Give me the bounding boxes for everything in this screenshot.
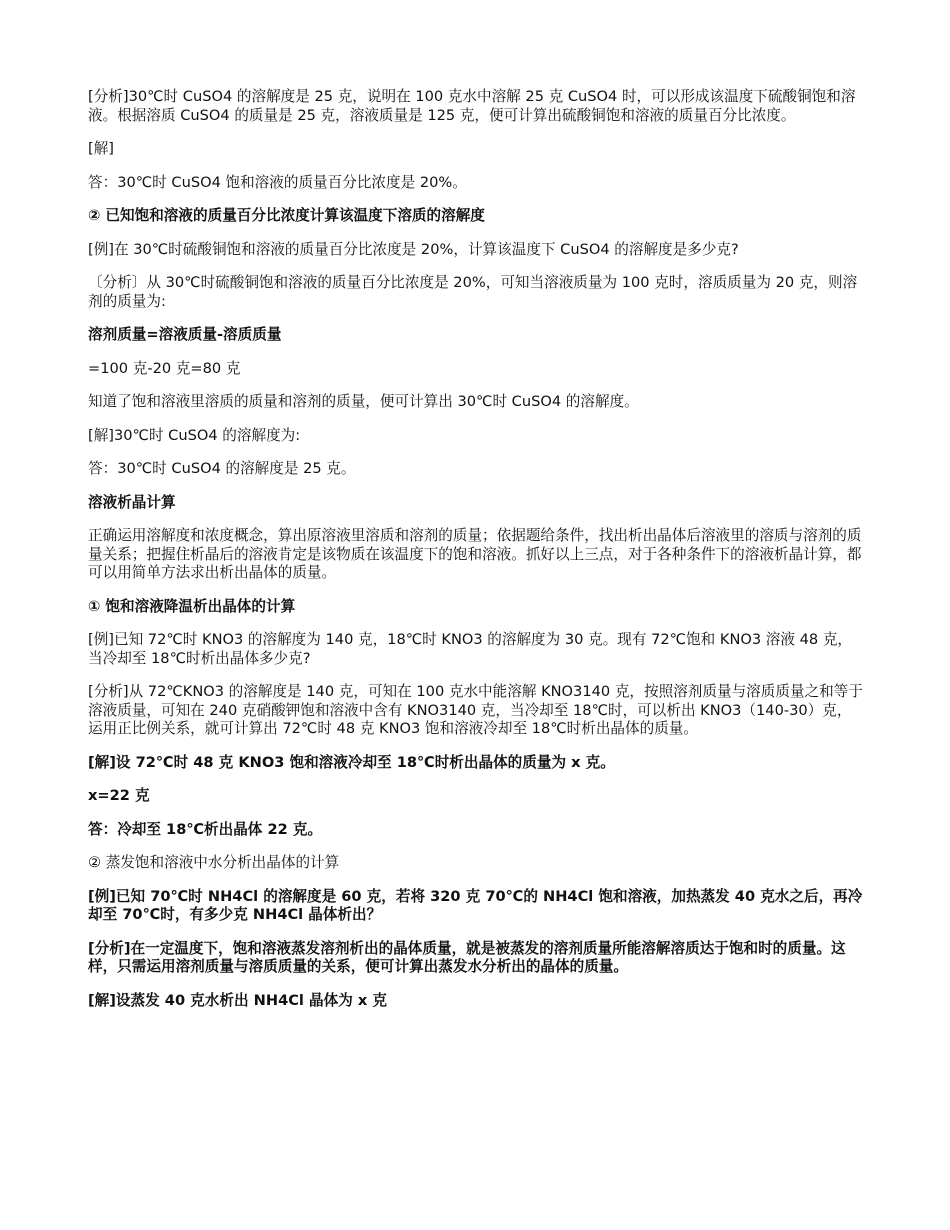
solution-nh4cl: [解]设蒸发 40 克水析出 NH4Cl 晶体为 x 克	[88, 991, 387, 1009]
section-heading-evaporation-crystallization: ② 蒸发饱和溶液中水分析出晶体的计算	[88, 854, 340, 871]
answer-cuso4-solubility: 答：30℃时 CuSO4 的溶解度是 25 克。	[88, 460, 356, 477]
example-nh4cl-evaporation: [例]已知 70℃时 NH4Cl 的溶解度是 60 克，若将 320 克 70℃的 NH4Cl 饱和溶液，加热蒸发 40 克水之后，再冷却至 70℃时，有多少克 NH4Cl 晶体析出？	[88, 887, 863, 923]
crystallization-intro-paragraph: 正确运用溶解度和浓度概念，算出原溶液里溶质和溶剂的质量；依据题给条件，找出析出晶体后溶液里的溶质与溶剂的质量关系；把握住析晶后的溶液肯定是该物质在该温度下的饱和溶液。抓好以上三点，对于各种条件下的溶液析晶计算，都可以用简单方法求出析出晶体的质量。	[88, 527, 862, 581]
result-x-value: x=22 克	[88, 787, 150, 804]
analysis-paragraph-cuso4-solubility: 〔分析〕从 30℃时硫酸铜饱和溶液的质量百分比浓度是 20%，可知当溶液质量为 100 克时，溶质质量为 20 克，则溶剂的质量为:	[88, 274, 858, 310]
solution-cuso4-solubility: [解]30℃时 CuSO4 的溶解度为:	[88, 426, 301, 444]
example-kno3-cooling: [例]已知 72℃时 KNO3 的溶解度为 140 克，18℃时 KNO3 的溶解度为 30 克。现有 72℃饱和 KNO3 溶液 48 克，当冷却至 18℃时析出晶体多少克?	[88, 631, 853, 667]
section-heading-solubility-from-concentration: ② 已知饱和溶液的质量百分比浓度计算该温度下溶质的溶解度	[88, 207, 485, 224]
answer-concentration: 答：30℃时 CuSO4 饱和溶液的质量百分比浓度是 20%。	[88, 173, 467, 191]
analysis-paragraph-kno3: [分析]从 72℃KNO3 的溶解度是 140 克，可知在 100 克水中能溶解 KNO3140 克，按照溶剂质量与溶质质量之和等于溶液质量，可知在 240 克硝酸钾饱和溶液中含有 KNO3140 克，当冷却至 18℃时，可以析出 KNO3（140-30）克，运用正比例关系，就可计算出 72℃时 48 克 KNO3 饱和溶液冷却至 18℃时析出晶体的质量。	[88, 683, 863, 737]
section-heading-cooling-crystallization: ① 饱和溶液降温析出晶体的计算	[88, 597, 296, 615]
analysis-paragraph-cuso4-concentration: [分析]30℃时 CuSO4 的溶解度是 25 克，说明在 100 克水中溶解 25 克 CuSO4 时，可以形成该温度下硫酸铜饱和溶液。根据溶质 CuSO4 的质量是 25 克，溶液质量是 125 克，便可计算出硫酸铜饱和溶液的质量百分比浓度。	[88, 88, 856, 124]
analysis-paragraph-nh4cl: [分析]在一定温度下，饱和溶液蒸发溶剂析出的晶体质量，就是被蒸发的溶剂质量所能溶解溶质达于饱和时的质量。这样，只需运用溶剂质量与溶质质量的关系，便可计算出蒸发水分析出的晶体的质量。	[88, 939, 846, 975]
solution-label: [解]	[88, 140, 114, 157]
section-heading-crystallization: 溶液析晶计算	[88, 493, 176, 511]
explanation-paragraph: 知道了饱和溶液里溶质的质量和溶剂的质量，便可计算出 30℃时 CuSO4 的溶解度。	[88, 393, 639, 410]
solution-kno3: [解]设 72℃时 48 克 KNO3 饱和溶液冷却至 18℃时析出晶体的质量为 x 克。	[88, 753, 615, 771]
formula-solvent-mass-result: =100 克-20 克=80 克	[88, 359, 241, 377]
example-cuso4-solubility: [例]在 30℃时硫酸铜饱和溶液的质量百分比浓度是 20%，计算该温度下 CuSO4 的溶解度是多少克?	[88, 240, 739, 258]
document-page	[88, 88, 863, 1025]
answer-kno3: 答：冷却至 18℃析出晶体 22 克。	[88, 820, 323, 838]
formula-solvent-mass: 溶剂质量=溶液质量-溶质质量	[88, 326, 282, 343]
